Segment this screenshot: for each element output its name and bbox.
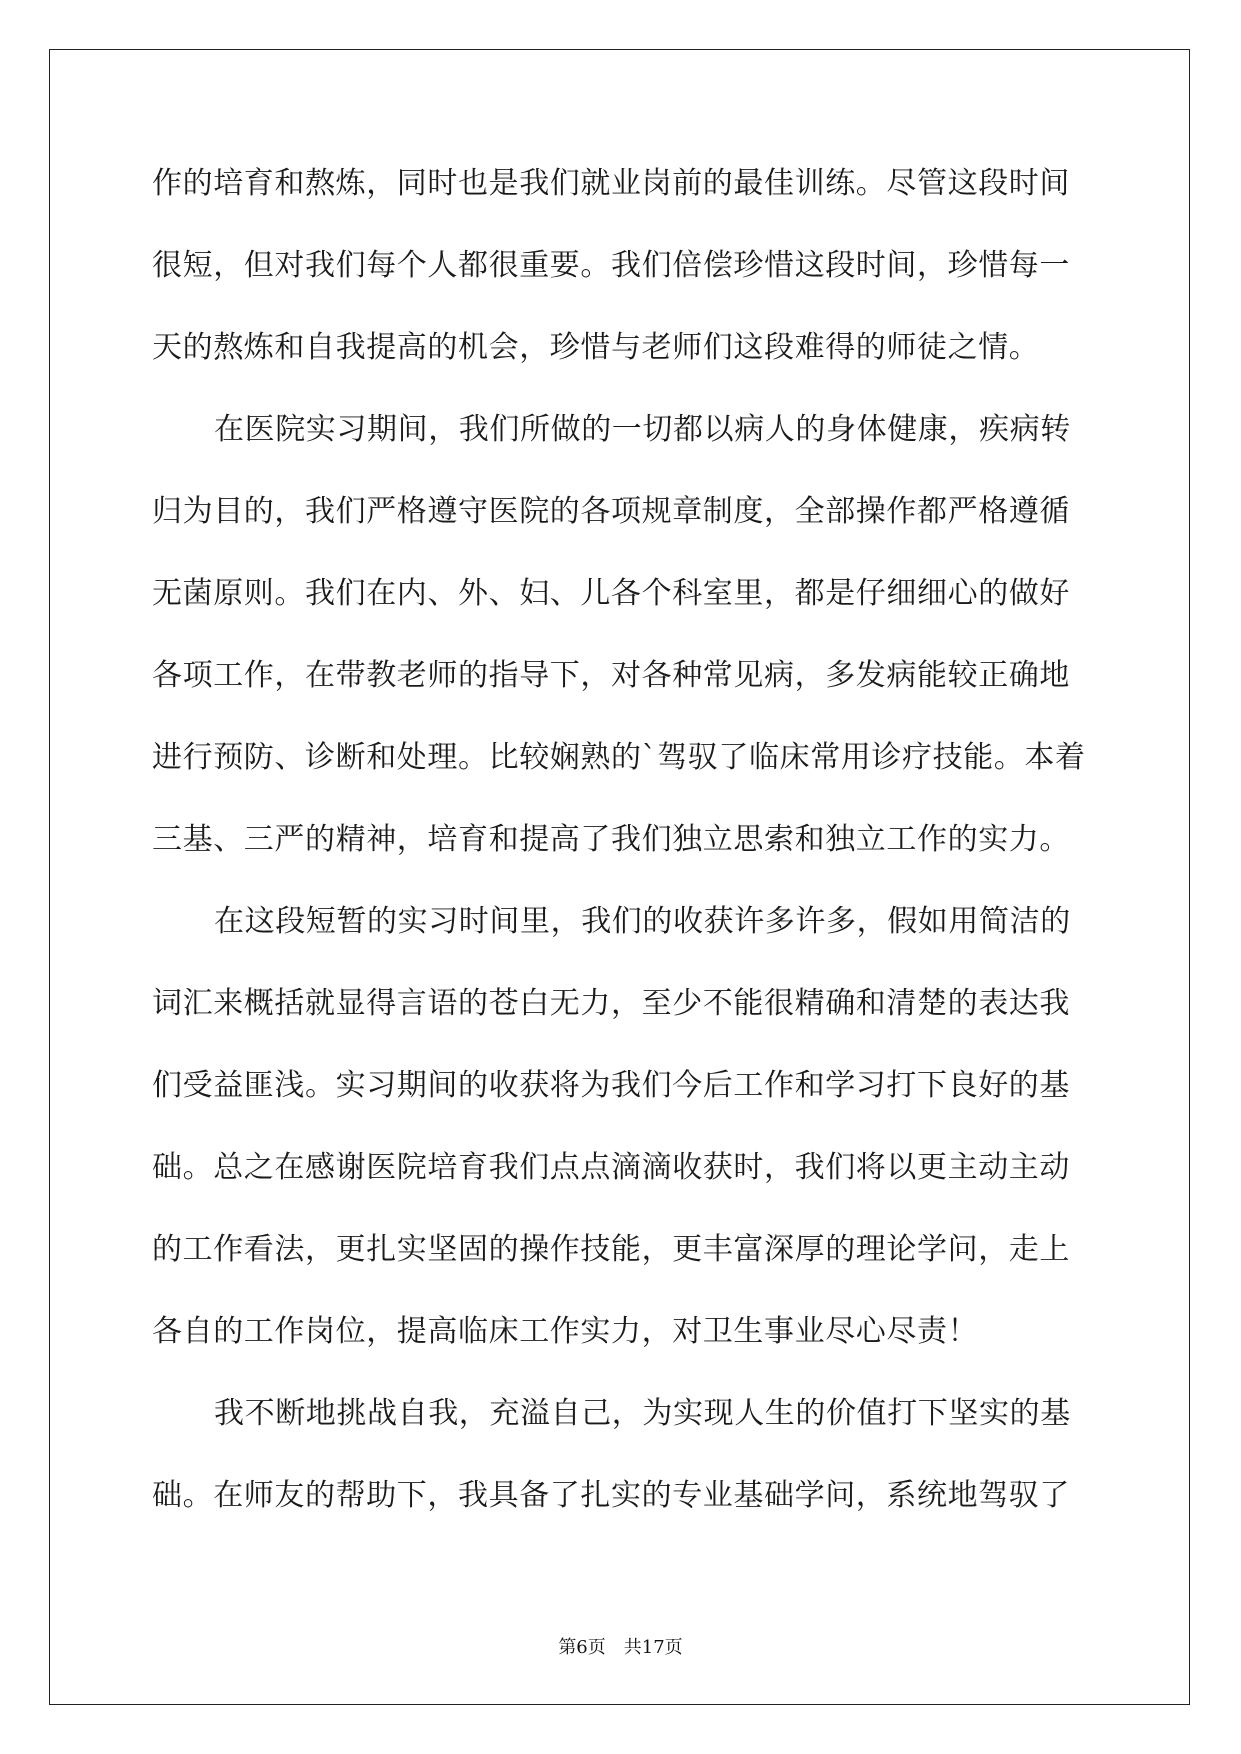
text-line: 们受益匪浅。实习期间的收获将为我们今后工作和学习打下良好的基 bbox=[152, 1068, 1070, 1103]
text-line: 无菌原则。我们在内、外、妇、儿各个科室里，都是仔细细心的做好 bbox=[152, 576, 1070, 611]
text-line: 词汇来概括就显得言语的苍白无力，至少不能很精确和清楚的表达我 bbox=[152, 986, 1070, 1021]
total-pages-label: 共17页 bbox=[623, 1637, 683, 1658]
paragraph-start-line: 在这段短暂的实习时间里，我们的收获许多许多，假如用简洁的 bbox=[214, 904, 1071, 939]
text-line: 进行预防、诊断和处理。比较娴熟的`驾驭了临床常用诊疗技能。本着 bbox=[152, 740, 1086, 775]
current-page-label: 第6页 bbox=[558, 1637, 606, 1658]
text-line: 归为目的，我们严格遵守医院的各项规章制度，全部操作都严格遵循 bbox=[152, 494, 1070, 529]
text-line: 三基、三严的精神，培育和提高了我们独立思索和独立工作的实力。 bbox=[152, 822, 1070, 857]
document-body bbox=[152, 158, 1090, 1552]
text-line: 的工作看法，更扎实坚固的操作技能，更丰富深厚的理论学问，走上 bbox=[152, 1232, 1070, 1267]
text-line: 作的培育和熬炼，同时也是我们就业岗前的最佳训练。尽管这段时间 bbox=[152, 166, 1070, 201]
text-line: 天的熬炼和自我提高的机会，珍惜与老师们这段难得的师徒之情。 bbox=[152, 330, 1040, 365]
page-footer bbox=[0, 1637, 1241, 1659]
text-line: 础。总之在感谢医院培育我们点点滴滴收获时，我们将以更主动主动 bbox=[152, 1150, 1070, 1185]
text-line: 各自的工作岗位，提高临床工作实力，对卫生事业尽心尽责！ bbox=[152, 1314, 979, 1349]
paragraph-start-line: 我不断地挑战自我，充溢自己，为实现人生的价值打下坚实的基 bbox=[214, 1396, 1071, 1431]
text-line: 各项工作，在带教老师的指导下，对各种常见病，多发病能较正确地 bbox=[152, 658, 1070, 693]
text-line: 础。在师友的帮助下，我具备了扎实的专业基础学问，系统地驾驭了 bbox=[152, 1478, 1070, 1513]
paragraph-start-line: 在医院实习期间，我们所做的一切都以病人的身体健康，疾病转 bbox=[214, 412, 1071, 447]
text-line: 很短，但对我们每个人都很重要。我们倍偿珍惜这段时间，珍惜每一 bbox=[152, 248, 1070, 283]
